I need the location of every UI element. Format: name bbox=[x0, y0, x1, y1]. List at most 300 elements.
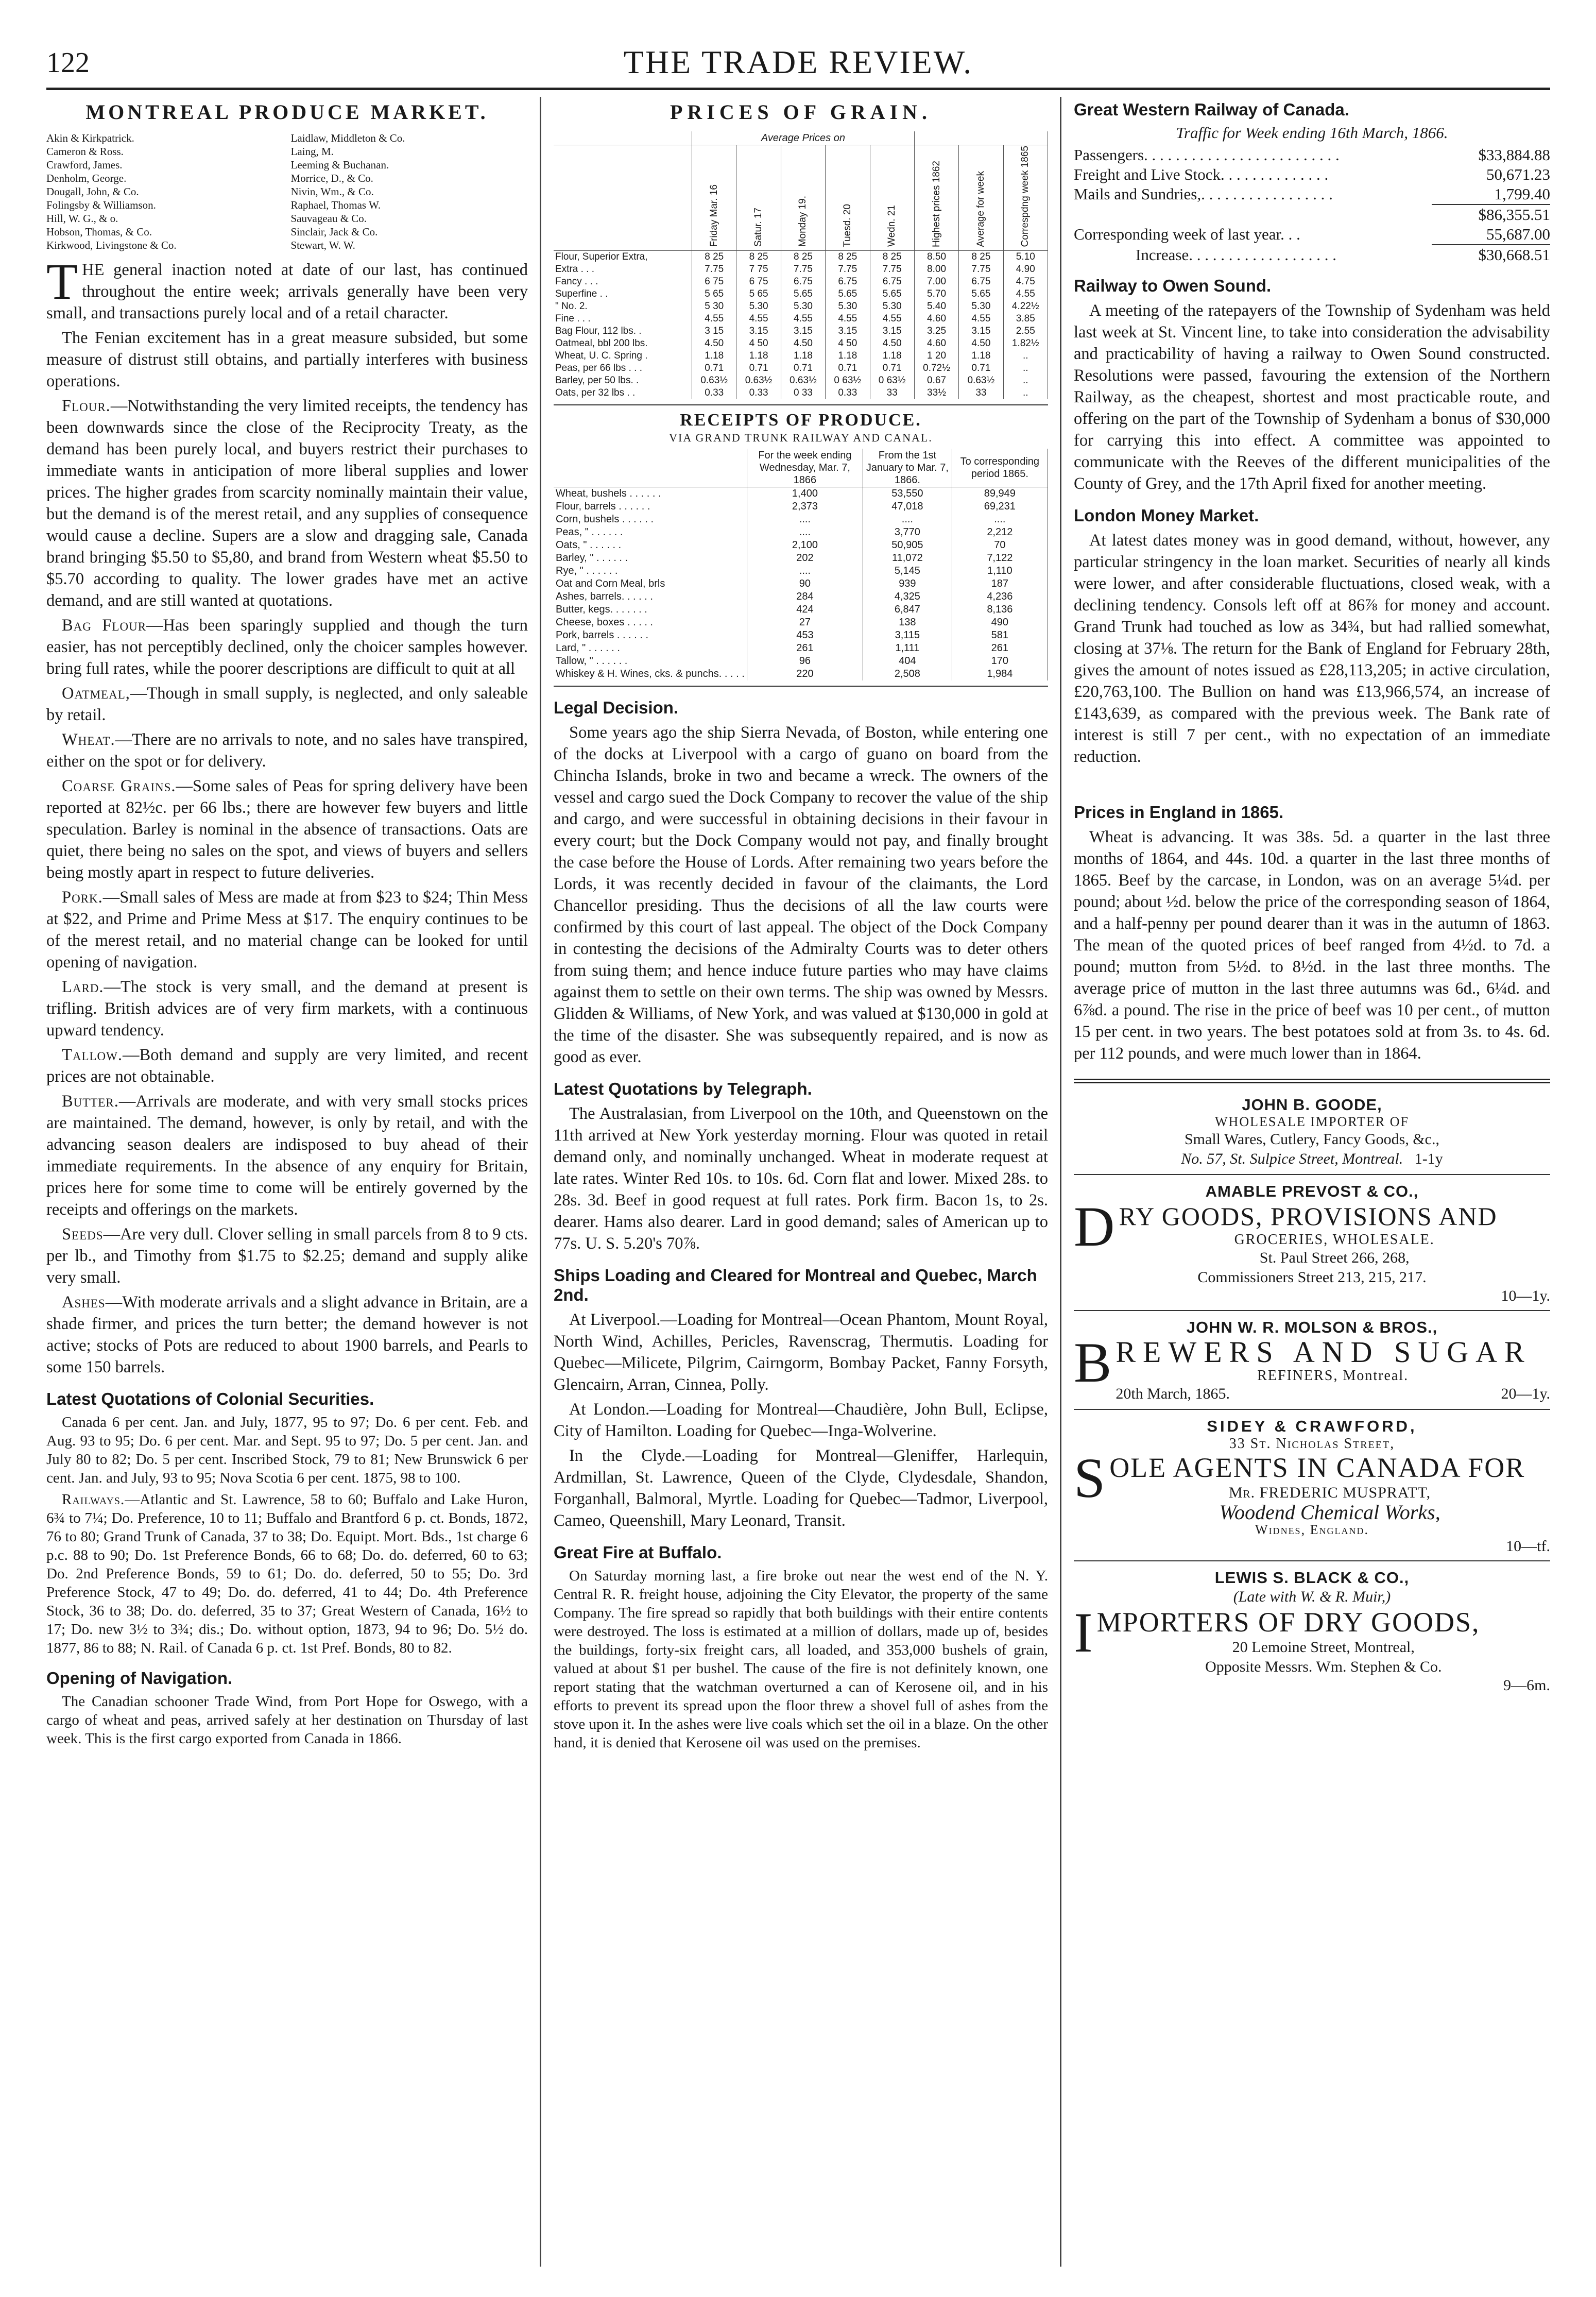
receipts-row bbox=[554, 539, 1048, 552]
grain-prices-table bbox=[554, 131, 1048, 399]
grain-price-cell: 7.75 bbox=[870, 263, 914, 276]
traffic-row: Passengers. . . . . . . . . . . . . . . . . . . . . . . . . $33,884.88 bbox=[1074, 146, 1550, 164]
receipts-value-cell: 7,122 bbox=[952, 552, 1048, 565]
ad-molson: JOHN W. R. MOLSON & BROS., BREWERS AND SUGAR REFINERS, Montreal. 20th March, 1865. 20—1y. bbox=[1074, 1310, 1550, 1409]
legal-decision-text: Some years ago the ship Sierra Nevada, of Boston, while entering one of the docks at Liverpool with a cargo of guano on board from the Chincha Islands, broke in two and became a wreck. The owners of the vessel and cargo sued the Dock Company to recover the value of the ship and cargo, and were successful in obtaining decisions in their favour in every court; but the Dock Company would not pay, and finally brought the case before the House of Lords. After remaining two years before the Lords, it was recently decided in favour of the claimants, the Lord Chancellor presiding. Thus the decisions of all the law courts were confirmed by this court of last appeal. The object of the Dock Company in contesting the decisions of the Admiralty Courts was to deter others from suing them; and hence induce future parties who may have claims against them to settle on their own terms. The ship was owned by Messrs. Glidden & Williams, of New York, and was valued at $130,000 in gold at the time of the disaster. She was subsequently repaired, and is now as good as ever. bbox=[554, 723, 1048, 1067]
grain-price-cell: 0.33 bbox=[692, 387, 736, 399]
grain-price-cell: 7.75 bbox=[959, 263, 1003, 276]
grain-price-cell: 1.18 bbox=[692, 350, 736, 362]
grain-row bbox=[554, 288, 1048, 300]
grain-price-cell: 5.65 bbox=[781, 288, 825, 300]
column-3 bbox=[1074, 97, 1550, 2267]
receipts-row-label: Flour, barrels . . . . . . bbox=[554, 500, 747, 513]
grain-price-cell: 8.50 bbox=[914, 251, 958, 264]
grain-price-cell: 4.55 bbox=[692, 313, 736, 325]
seeds-paragraph: Seeds—Are very dull. Clover selling in small parcels from 8 to 9 cts. per lb., and Timothy from $1.75 to $2.25; demand and supply alike very small. bbox=[46, 1225, 528, 1287]
grain-price-cell: 5.65 bbox=[870, 288, 914, 300]
ashes-label: Ashes bbox=[62, 1293, 106, 1312]
grain-price-cell: 4.55 bbox=[959, 313, 1003, 325]
receipts-value-cell: 11,072 bbox=[863, 552, 952, 565]
grain-price-cell: 3.15 bbox=[826, 325, 870, 337]
gwr-traffic bbox=[1074, 145, 1550, 265]
grain-price-cell: 1.18 bbox=[959, 350, 1003, 362]
page-number: 122 bbox=[46, 47, 90, 79]
grain-price-cell: 0.63½ bbox=[781, 375, 825, 387]
receipts-row bbox=[554, 603, 1048, 616]
receipts-column-header: To corresponding period 1865. bbox=[952, 449, 1048, 487]
tallow-label: Tallow. bbox=[62, 1046, 123, 1064]
fire-heading: Great Fire at Buffalo. bbox=[554, 1543, 722, 1562]
ad-prevost: AMABLE PREVOST & CO., DRY GOODS, PROVISIONS AND GROCERIES, WHOLESALE. St. Paul Street 266, 268, Commissioners Street 213, 215, 217. 10—1y. bbox=[1074, 1174, 1550, 1310]
grain-price-cell: 5.30 bbox=[736, 300, 781, 313]
grain-row-label: Extra . . . bbox=[554, 263, 692, 276]
firm-name: Laing, M. bbox=[290, 145, 334, 158]
receipts-value-cell: 5,145 bbox=[863, 565, 952, 577]
legal-decision-heading: Legal Decision. bbox=[554, 698, 679, 718]
grain-price-cell: 33½ bbox=[914, 387, 958, 399]
receipts-value-cell: .... bbox=[863, 513, 952, 526]
receipts-row-label: Oat and Corn Meal, brls bbox=[554, 577, 747, 590]
receipts-row bbox=[554, 668, 1048, 680]
grain-row bbox=[554, 337, 1048, 350]
firm-name: Crawford, James. bbox=[46, 159, 123, 171]
firm-name: Kirkwood, Livingstone & Co. bbox=[46, 239, 177, 251]
grain-price-cell: 4.90 bbox=[1003, 263, 1048, 276]
receipts-value-cell: 187 bbox=[952, 577, 1048, 590]
prices-england-text: Wheat is advancing. It was 38s. 5d. a quarter in the last three months of 1864, and 44s. 10d. a quarter in the last three months of 1865. Beef by the carcase, in London, was on an average 5¼d. per pound; about ½d. below the price of the corresponding season of 1864, and a half-penny per pound dearer than it was in the autumn of 1863. The mean of the quoted prices of beef ranged from 4½d. to 7d. a pound; mutton from 5½d. to 8½d. in the last three months. The average price of mutton in the last three autumns was 6d., 6¼d. and 6⅞d. a pound. The rise in the price of beef was 10 per cent., of mutton 15 per cent. in two years. The best potatoes sold at from 3s. to 4s. 6d. per 112 pounds, and were much lower than in 1864. bbox=[1074, 828, 1550, 1063]
prices-england-heading: Prices in England in 1865. bbox=[1074, 803, 1284, 822]
grain-column-header: Wedn. 21 bbox=[870, 145, 914, 251]
fire-text: On Saturday morning last, a fire broke out near the west end of the N. Y. Central R. R. freight house, adjoining the City Elevator, the property of the same Company. The fire spread so rapidly that both buildings with their entire contents were destroyed. The loss is estimated at a million of dollars, made up of, besides the buildings, forty-six freight cars, all loaded, and 353,000 bushels of grain, valued at about $1 per bushel. The cause of the fire is not definitely known, one report stating that the watchman overturned a can of Kerosene oil, and in his efforts to prevent its spread upon the floor threw a shovel full of ashes from the stove upon it. In the ashes were live coals which set the oil in a blaze. On the other hand, it is denied that Kerosene oil was used on the premises. bbox=[554, 1568, 1048, 1751]
oatmeal-label: Oatmeal, bbox=[62, 684, 130, 703]
grain-row-label: Fancy . . . bbox=[554, 276, 692, 288]
receipts-value-cell: 261 bbox=[952, 642, 1048, 655]
receipts-value-cell: .... bbox=[747, 565, 863, 577]
receipts-value-cell: 220 bbox=[747, 668, 863, 680]
wheat-label: Wheat. bbox=[62, 730, 115, 749]
receipts-value-cell: 50,905 bbox=[863, 539, 952, 552]
ships-london: At London.—Loading for Montreal—Chaudière, John Bull, Eclipse, City of Hamilton. Loading for Quebec—Inga-Wolverine. bbox=[554, 1400, 1048, 1441]
receipts-row bbox=[554, 513, 1048, 526]
receipts-row-label: Oats, " . . . . . . bbox=[554, 539, 747, 552]
grain-price-cell: 0.72½ bbox=[914, 362, 958, 375]
grain-price-cell: 4.55 bbox=[781, 313, 825, 325]
receipts-value-cell: 2,373 bbox=[747, 500, 863, 513]
grain-row bbox=[554, 251, 1048, 264]
receipts-value-cell: 53,550 bbox=[863, 487, 952, 501]
receipts-value-cell: .... bbox=[747, 526, 863, 539]
grain-price-cell: 0.67 bbox=[914, 375, 958, 387]
grain-row bbox=[554, 375, 1048, 387]
receipts-value-cell: 1,984 bbox=[952, 668, 1048, 680]
receipts-table bbox=[554, 449, 1048, 680]
average-prices-label: Average Prices on bbox=[692, 131, 915, 145]
receipts-value-cell: 581 bbox=[952, 629, 1048, 642]
receipts-row bbox=[554, 616, 1048, 629]
drop-cap: T bbox=[46, 253, 78, 310]
lard-paragraph: Lard.—The stock is very small, and the demand at present is trifling. British advices are of very firm markets, with a continuous upward tendency. bbox=[46, 978, 528, 1040]
receipts-column-header: From the 1st January to Mar. 7, 1866. bbox=[863, 449, 952, 487]
receipts-row-label: Pork, barrels . . . . . . bbox=[554, 629, 747, 642]
firm-name: Nivin, Wm., & Co. bbox=[290, 185, 374, 198]
receipts-row bbox=[554, 565, 1048, 577]
grain-column-header: Highest prices 1862 bbox=[914, 145, 958, 251]
pork-label: Pork. bbox=[62, 888, 103, 907]
grain-price-cell: .. bbox=[1003, 387, 1048, 399]
grain-price-cell: 0.63½ bbox=[959, 375, 1003, 387]
receipts-value-cell: 6,847 bbox=[863, 603, 952, 616]
bag-flour-paragraph: Bag Flour—Has been sparingly supplied and though the turn easier, has not perceptibly declined, only the choicer samples however. bring full rates, while the poorer descriptions are difficult to quit at all bbox=[46, 616, 528, 678]
receipts-subheading: VIA GRAND TRUNK RAILWAY AND CANAL. bbox=[669, 431, 933, 445]
receipts-value-cell: 284 bbox=[747, 590, 863, 603]
gwr-subheading: Traffic for Week ending 16th March, 1866. bbox=[1176, 124, 1448, 142]
grain-price-cell: 0.71 bbox=[826, 362, 870, 375]
grain-price-cell: 7.75 bbox=[781, 263, 825, 276]
grain-price-cell: 6 75 bbox=[692, 276, 736, 288]
colonial-securities-heading: Latest Quotations of Colonial Securities. bbox=[46, 1389, 374, 1408]
traffic-total: $86,355.51 bbox=[1478, 206, 1550, 224]
receipts-value-cell: 47,018 bbox=[863, 500, 952, 513]
grain-price-cell: 6.75 bbox=[870, 276, 914, 288]
grain-prices-heading: PRICES OF GRAIN. bbox=[670, 100, 932, 124]
owen-sound-text: A meeting of the ratepayers of the Township of Sydenham was held last week at St. Vincent line, to take into consideration the advisability and practicability of having a railway to Owen Sound constructed. Resolutions were passed, favouring the extension of the Northern Railway, as the cheapest, shortest and most practicable route, and offering on the part of the Township of Sydenham a bonus of $30,000 for carrying this into effect. A committee was appointed to communicate with the Reeves of the different municipalities of the County of Grey, and the 17th April fixed for another meeting. bbox=[1074, 301, 1550, 493]
grain-price-cell: 5 30 bbox=[692, 300, 736, 313]
traffic-row: Mails and Sundries,. . . . . . . . . . . . . . . . . 1,799.40 bbox=[1074, 185, 1550, 203]
receipts-value-cell: 69,231 bbox=[952, 500, 1048, 513]
firm-name: Hobson, Thomas, & Co. bbox=[46, 226, 152, 238]
grain-price-cell: 4.60 bbox=[914, 313, 958, 325]
receipts-row-label: Wheat, bushels . . . . . . bbox=[554, 487, 747, 501]
grain-price-cell: 0 63½ bbox=[826, 375, 870, 387]
grain-price-cell: 5.40 bbox=[914, 300, 958, 313]
london-money-text: At latest dates money was in good demand, without, however, any particular stringency in the loan market. Securities of nearly all kinds were lower, and after considerable fluctuations, closed weak, with a declining tendency. Consols left off at 86⅞ for money and account. Grand Trunk had touched as low as 34¾, but had rallied somewhat, closing at 37⅛. The return for the Bank of England for February 28th, gives the amount of notes issued as £28,113,205; in active circulation, £20,763,100. The Bullion on hand was £13,966,574, an increase of £143,639, as compared with the previous week. The Bank rate of interest is still 7 per cent., with no expectation of an immediate reduction. bbox=[1074, 531, 1550, 766]
grain-price-cell: 4.50 bbox=[692, 337, 736, 350]
grain-price-cell: 4.55 bbox=[870, 313, 914, 325]
receipts-value-cell: 90 bbox=[747, 577, 863, 590]
traffic-row: Freight and Live Stock. . . . . . . . . . . . . . 50,671.23 bbox=[1074, 165, 1550, 183]
grain-price-cell: 6 75 bbox=[736, 276, 781, 288]
tallow-paragraph: Tallow.—Both demand and supply are very limited, and recent prices are not obtainable. bbox=[46, 1046, 528, 1086]
firm-name: Dougall, John, & Co. bbox=[46, 185, 139, 198]
receipts-row bbox=[554, 629, 1048, 642]
receipts-value-cell: 138 bbox=[863, 616, 952, 629]
column-1 bbox=[46, 97, 528, 2267]
receipts-row bbox=[554, 487, 1048, 501]
grain-price-cell: 8 25 bbox=[692, 251, 736, 264]
grain-price-cell: 7.00 bbox=[914, 276, 958, 288]
grain-price-cell: 6.75 bbox=[781, 276, 825, 288]
grain-price-cell: 1.82½ bbox=[1003, 337, 1048, 350]
receipts-row-label: Barley, " . . . . . . bbox=[554, 552, 747, 565]
grain-price-cell: 5.30 bbox=[870, 300, 914, 313]
colonial-securities-text: Canada 6 per cent. Jan. and July, 1877, 95 to 97; Do. 6 per cent. Feb. and Aug. 93 to 95; Do. 6 per cent. Mar. and Sept. 95 to 97; Do. 5 per cent. Jan. and July 80 to 82; Do. 5 per cent. Inscribed Stock, 79 to 81; New Brunswick 6 per cent. Jan. and July, 93 to 95; Nova Scotia 6 per cent. 1875, 98 to 100. bbox=[46, 1414, 528, 1486]
receipts-row bbox=[554, 500, 1048, 513]
receipts-row bbox=[554, 642, 1048, 655]
grain-price-cell: 5.30 bbox=[826, 300, 870, 313]
receipts-value-cell: 3,770 bbox=[863, 526, 952, 539]
grain-row-label: Wheat, U. C. Spring . bbox=[554, 350, 692, 362]
produce-market-heading: MONTREAL PRODUCE MARKET. bbox=[85, 100, 489, 124]
grain-price-cell: 4.50 bbox=[959, 337, 1003, 350]
navigation-heading: Opening of Navigation. bbox=[46, 1669, 233, 1688]
receipts-value-cell: 89,949 bbox=[952, 487, 1048, 501]
column-2 bbox=[554, 97, 1048, 2267]
receipts-value-cell: .... bbox=[747, 513, 863, 526]
ad-goode: JOHN B. GOODE, WHOLESALE IMPORTER OF Small Wares, Cutlery, Fancy Goods, &c., No. 57, St. Sulpice Street, Montreal. 1-1y bbox=[1181, 1096, 1443, 1167]
receipts-row-label: Cheese, boxes . . . . . bbox=[554, 616, 747, 629]
traffic-increase: Increase. . . . . . . . . . . . . . . . . . . $30,668.51 bbox=[1136, 246, 1550, 264]
page-header bbox=[46, 36, 1550, 90]
grain-price-cell: 5.65 bbox=[826, 288, 870, 300]
receipts-value-cell: 27 bbox=[747, 616, 863, 629]
grain-price-cell: 5.65 bbox=[959, 288, 1003, 300]
receipts-value-cell: 2,100 bbox=[747, 539, 863, 552]
receipts-value-cell: 453 bbox=[747, 629, 863, 642]
receipts-value-cell: 3,115 bbox=[863, 629, 952, 642]
grain-price-cell: 6.75 bbox=[959, 276, 1003, 288]
receipts-row-label: Rye, " . . . . . . bbox=[554, 565, 747, 577]
grain-price-cell: 3.15 bbox=[781, 325, 825, 337]
firm-name: Leeming & Buchanan. bbox=[290, 159, 389, 171]
receipts-value-cell: 261 bbox=[747, 642, 863, 655]
grain-price-cell: 1 20 bbox=[914, 350, 958, 362]
grain-price-cell: 3.25 bbox=[914, 325, 958, 337]
grain-row-label: Oatmeal, bbl 200 lbs. bbox=[554, 337, 692, 350]
grain-price-cell: 1.18 bbox=[736, 350, 781, 362]
ad-sidey: SIDEY & CRAWFORD, 33 St. Nicholas Street, SOLE AGENTS IN CANADA FOR Mr. FREDERIC MUSPRATT, Woodend Chemical Works, Widnes, England. 10—tf. bbox=[1074, 1409, 1550, 1560]
receipts-row bbox=[554, 552, 1048, 565]
grain-column-header: Satur. 17 bbox=[736, 145, 781, 251]
grain-price-cell: 0.33 bbox=[826, 387, 870, 399]
receipts-value-cell: 96 bbox=[747, 655, 863, 668]
grain-price-cell: 3 15 bbox=[692, 325, 736, 337]
receipts-value-cell: 1,111 bbox=[863, 642, 952, 655]
grain-price-cell: 4 50 bbox=[826, 337, 870, 350]
lard-label: Lard. bbox=[62, 978, 104, 996]
grain-row bbox=[554, 313, 1048, 325]
grain-price-cell: 1.18 bbox=[870, 350, 914, 362]
grain-price-cell: 5 65 bbox=[736, 288, 781, 300]
receipts-value-cell: 170 bbox=[952, 655, 1048, 668]
receipts-row-label: Peas, " . . . . . . bbox=[554, 526, 747, 539]
grain-price-cell: 8 25 bbox=[826, 251, 870, 264]
grain-price-cell: 4.50 bbox=[781, 337, 825, 350]
grain-price-cell: .. bbox=[1003, 375, 1048, 387]
grain-price-cell: 8 25 bbox=[736, 251, 781, 264]
receipts-value-cell: 4,236 bbox=[952, 590, 1048, 603]
grain-price-cell: 3.15 bbox=[870, 325, 914, 337]
grain-price-cell: 1.18 bbox=[781, 350, 825, 362]
firm-name: Folingsby & Williamson. bbox=[46, 199, 156, 211]
grain-price-cell: .. bbox=[1003, 362, 1048, 375]
firm-name: Sinclair, Jack & Co. bbox=[290, 226, 378, 238]
firm-name: Laidlaw, Middleton & Co. bbox=[290, 132, 405, 144]
grain-price-cell: 5.30 bbox=[781, 300, 825, 313]
grain-row bbox=[554, 325, 1048, 337]
telegraph-text: The Australasian, from Liverpool on the 10th, and Queenstown on the 11th arrived at New York yesterday morning. Flour was quoted in retail demand only, and nominally unchanged. Wheat in moderate request at late rates. Winter Red 10s. to 10s. 6d. Corn flat and lower. Mixed 28s. to 28s. 3d. Beef in good request at full rates. Pork firm. Bacon 1s, to 2s. dearer. Hams also dearer. Lard in good demand; sales of American up to 77s. U. S. 5.20's 70⅞. bbox=[554, 1104, 1048, 1253]
grain-price-cell: 2.55 bbox=[1003, 325, 1048, 337]
receipts-value-cell: 1,110 bbox=[952, 565, 1048, 577]
grain-row-label: " No. 2. bbox=[554, 300, 692, 313]
grain-price-cell: 8.00 bbox=[914, 263, 958, 276]
traffic-corresponding: Corresponding week of last year. . . 55,687.00 bbox=[1074, 225, 1550, 243]
oatmeal-paragraph: Oatmeal,—Though in small supply, is neglected, and only saleable by retail. bbox=[46, 684, 528, 724]
firm-name: Akin & Kirkpatrick. bbox=[46, 132, 134, 144]
grain-column-header: Friday Mar. 16 bbox=[692, 145, 736, 251]
receipts-value-cell: 4,325 bbox=[863, 590, 952, 603]
grain-row-label: Fine . . . bbox=[554, 313, 692, 325]
grain-row bbox=[554, 300, 1048, 313]
firm-name: Denholm, George. bbox=[46, 172, 127, 184]
grain-price-cell: 4.55 bbox=[826, 313, 870, 325]
seeds-label: Seeds bbox=[62, 1225, 104, 1244]
page-title: THE TRADE REVIEW. bbox=[623, 44, 973, 80]
receipts-row-label: Corn, bushels . . . . . . bbox=[554, 513, 747, 526]
grain-price-cell: 4 50 bbox=[736, 337, 781, 350]
grain-price-cell: 0 63½ bbox=[870, 375, 914, 387]
wheat-paragraph: Wheat.—There are no arrivals to note, and no sales have transpired, either on the spot or for delivery. bbox=[46, 730, 528, 771]
grain-row-label: Peas, per 66 lbs . . . bbox=[554, 362, 692, 375]
fenian-paragraph: The Fenian excitement has in a great measure subsided, but some measure of distrust still obtains, and partially interferes with business operations. bbox=[46, 329, 528, 390]
newspaper-page bbox=[46, 36, 1550, 2267]
receipts-value-cell: .... bbox=[952, 513, 1048, 526]
receipts-value-cell: 424 bbox=[747, 603, 863, 616]
grain-price-cell: 7.75 bbox=[826, 263, 870, 276]
grain-column-header: Average for week bbox=[959, 145, 1003, 251]
ships-liverpool: At Liverpool.—Loading for Montreal—Ocean Phantom, Mount Royal, North Wind, Achilles, Pericles, Ravenscrag, Thermutis. Loading for Quebec—Milicete, Pilgrim, Cairngorm, Bombay Packet, Fanny Forsyth, Glencairn, Arran, Cinnea, Polly. bbox=[554, 1311, 1048, 1394]
gwr-heading: Great Western Railway of Canada. bbox=[1074, 100, 1349, 119]
grain-price-cell: 0.71 bbox=[736, 362, 781, 375]
receipts-row-label: Lard, " . . . . . . bbox=[554, 642, 747, 655]
grain-price-cell: 7 75 bbox=[736, 263, 781, 276]
grain-column-header: Tuesd. 20 bbox=[826, 145, 870, 251]
grain-price-cell: 4.55 bbox=[736, 313, 781, 325]
grain-price-cell: 5.70 bbox=[914, 288, 958, 300]
receipts-value-cell: 70 bbox=[952, 539, 1048, 552]
grain-price-cell: 4.55 bbox=[1003, 288, 1048, 300]
grain-price-cell: 1.18 bbox=[826, 350, 870, 362]
grain-price-cell: 7.75 bbox=[692, 263, 736, 276]
receipts-value-cell: 490 bbox=[952, 616, 1048, 629]
bag-flour-label: Bag Flour bbox=[62, 616, 147, 635]
coarse-grains-paragraph: Coarse Grains.—Some sales of Peas for spring delivery have been reported at 82½c. per 66 lbs.; there are however few buyers and little speculation. Barley is nominal in the absence of transactions. Oats are quiet, there being no sales on the spot, and views of buyers and sellers being mostly apart in respect to future deliveries. bbox=[46, 777, 528, 882]
grain-row-label: Oats, per 32 lbs . . bbox=[554, 387, 692, 399]
receipts-value-cell: 202 bbox=[747, 552, 863, 565]
receipts-value-cell: 1,400 bbox=[747, 487, 863, 501]
owen-sound-heading: Railway to Owen Sound. bbox=[1074, 276, 1272, 295]
receipts-row-label: Ashes, barrels. . . . . . bbox=[554, 590, 747, 603]
receipts-value-cell: 404 bbox=[863, 655, 952, 668]
grain-price-cell: 4.60 bbox=[914, 337, 958, 350]
grain-row bbox=[554, 387, 1048, 399]
receipts-value-cell: 8,136 bbox=[952, 603, 1048, 616]
butter-label: Butter. bbox=[62, 1092, 119, 1111]
grain-column-header: Correspdng week 1865 bbox=[1003, 145, 1048, 251]
firm-name: Stewart, W. W. bbox=[290, 239, 355, 251]
pork-paragraph: Pork.—Small sales of Mess are made at from $23 to $24; Thin Mess at $22, and Prime and Prime Mess at $17. The enquiry continues to be of the merest retail, and no material change can be looked for until opening of navigation. bbox=[46, 888, 528, 972]
firm-name: Morrice, D., & Co. bbox=[290, 172, 373, 184]
butter-paragraph: Butter.—Arrivals are moderate, and with very small stocks prices are maintained. The demand, however, is only by retail, and with the advancing season dealers are indisposed to buy ahead of their immediate requirements. In the absence of any enquiry for Britain, prices here for some time to come will be entirely governed by the receipts and offerings on the markets. bbox=[46, 1092, 528, 1219]
firm-name: Raphael, Thomas W. bbox=[290, 199, 381, 211]
receipts-row bbox=[554, 590, 1048, 603]
coarse-grains-label: Coarse Grains. bbox=[62, 777, 176, 795]
firm-name: Cameron & Ross. bbox=[46, 145, 124, 158]
grain-price-cell: 3.15 bbox=[736, 325, 781, 337]
receipts-column-header: For the week ending Wednesday, Mar. 7, 1866 bbox=[747, 449, 863, 487]
grain-price-cell: 4.22½ bbox=[1003, 300, 1048, 313]
london-money-heading: London Money Market. bbox=[1074, 506, 1259, 525]
flour-label: Flour. bbox=[62, 397, 111, 415]
receipts-row-label: Whiskey & H. Wines, cks. & punchs. . . . . bbox=[554, 668, 747, 680]
telegraph-heading: Latest Quotations by Telegraph. bbox=[554, 1079, 812, 1099]
grain-price-cell: 4.50 bbox=[870, 337, 914, 350]
ashes-paragraph: Ashes—With moderate arrivals and a slight advance in Britain, are a shade firmer, and prices the turn better; the demand however is not active; stocks of Pots are reduced to about 1900 barrels, and Pearls to some 150 barrels. bbox=[46, 1293, 528, 1376]
railways-label: Railways. bbox=[62, 1491, 125, 1508]
firm-list bbox=[46, 131, 528, 252]
firm-name: Sauvageau & Co. bbox=[290, 212, 367, 225]
grain-price-cell: 0.33 bbox=[736, 387, 781, 399]
receipts-value-cell: 939 bbox=[863, 577, 952, 590]
receipts-heading: RECEIPTS OF PRODUCE. bbox=[680, 411, 922, 430]
grain-price-cell: 5 65 bbox=[692, 288, 736, 300]
railways-paragraph: Railways.—Atlantic and St. Lawrence, 58 to 60; Buffalo and Lake Huron, 6¾ to 7¼; Do. Preference, 10 to 11; Buffalo and Brantford 6 p. ct. Bonds, 1872, 76 to 80; Grand Trunk of Canada, 37 to 38; Do. Equipt. Mort. Bds., 1st charge 6 p.c. 88 to 90; Do. 1st Preference Bonds, 66 to 68; Do. do. deferred, 60 to 63; Do. 2nd Preference Bonds, 59 to 61; Do. do. deferred, 50 to 55; Do. 3rd Preference Stock, 47 to 49; Do. do. deferred, 41 to 44; Do. 4th Preference Stock, 36 to 38; Do. do. deferred, 35 to 37; Great Western of Canada, 16½ to 17; Do. new 3½ to 3¾; dis.; Do. without option, 1873, 94 to 96; Do. 5½ do. 1877, 86 to 88; N. Rail. of Canada 6 p. ct. 1st Pref. Bonds, 80 to 82. bbox=[46, 1491, 528, 1656]
grain-price-cell: 3.15 bbox=[959, 325, 1003, 337]
grain-row-label: Barley, per 50 lbs. . bbox=[554, 375, 692, 387]
grain-price-cell: 0.63½ bbox=[736, 375, 781, 387]
grain-price-cell: 4.75 bbox=[1003, 276, 1048, 288]
ships-clyde: In the Clyde.—Loading for Montreal—Gleniffer, Harlequin, Ardmillan, St. Lawrence, Queen of the Clyde, Clydesdale, Shandon, Forganhall, Balmoral, Myrtle. Loading for Quebec—Tadmor, Liverpool, Cameo, Queenshill, Mary Leonard, Transit. bbox=[554, 1447, 1048, 1530]
grain-price-cell: 8 25 bbox=[781, 251, 825, 264]
grain-row-label: Bag Flour, 112 lbs. . bbox=[554, 325, 692, 337]
grain-price-cell: 5.10 bbox=[1003, 251, 1048, 264]
grain-row-label: Superfine . . bbox=[554, 288, 692, 300]
receipts-row-label: Tallow, " . . . . . . bbox=[554, 655, 747, 668]
grain-price-cell: 5.30 bbox=[959, 300, 1003, 313]
grain-price-cell: 3.85 bbox=[1003, 313, 1048, 325]
receipts-value-cell: 2,212 bbox=[952, 526, 1048, 539]
grain-price-cell: 0.71 bbox=[692, 362, 736, 375]
grain-row bbox=[554, 276, 1048, 288]
receipts-row bbox=[554, 577, 1048, 590]
grain-price-cell: 33 bbox=[870, 387, 914, 399]
flour-paragraph: Flour.—Notwithstanding the very limited receipts, the tendency has been downwards since the close of the Reciprocity Treaty, as the demand has been purely local, and buyers restrict their purchases to immediate wants in anticipation of more liberal supplies and lower prices. The higher grades from scarcity nominally maintain their value, but the demand is of the merest retail, and any supplies of consequence would cause a decline. Supers are a slow and dragging sale, Canada brand bringing $5.50 to $5,80, and brand from Western wheat $5.50 to $5.70 according to quality. The lower grades have met an active demand, and are still wanted at quotations. bbox=[46, 397, 528, 610]
grain-price-cell: 0.71 bbox=[959, 362, 1003, 375]
grain-price-cell: 33 bbox=[959, 387, 1003, 399]
ships-heading: Ships Loading and Cleared for Montreal and Quebec, March 2nd. bbox=[554, 1266, 1037, 1305]
grain-price-cell: 6.75 bbox=[826, 276, 870, 288]
receipts-row bbox=[554, 655, 1048, 668]
grain-price-cell: 0.63½ bbox=[692, 375, 736, 387]
firm-name: Hill, W. G., & o. bbox=[46, 212, 118, 225]
grain-price-cell: 8 25 bbox=[870, 251, 914, 264]
receipts-row bbox=[554, 526, 1048, 539]
grain-price-cell: 0 33 bbox=[781, 387, 825, 399]
grain-price-cell: 0.71 bbox=[781, 362, 825, 375]
grain-price-cell: 0.71 bbox=[870, 362, 914, 375]
intro-paragraph: THE general inaction noted at date of our last, has continued throughout the entire week; arrivals generally have been very small, and transactions purely local and of a retail character. bbox=[46, 253, 528, 322]
grain-row bbox=[554, 350, 1048, 362]
grain-row bbox=[554, 362, 1048, 375]
grain-column-header: Monday 19. bbox=[781, 145, 825, 251]
grain-price-cell: 8 25 bbox=[959, 251, 1003, 264]
receipts-row-label: Butter, kegs. . . . . . . bbox=[554, 603, 747, 616]
grain-row-label: Flour, Superior Extra, bbox=[554, 251, 692, 264]
grain-row bbox=[554, 263, 1048, 276]
ad-black: LEWIS S. BLACK & CO., (Late with W. & R. Muir,) IMPORTERS OF DRY GOODS, 20 Lemoine Street, Montreal, Opposite Messrs. Wm. Stephen & Co. 9—6m. bbox=[1074, 1560, 1550, 1699]
navigation-text: The Canadian schooner Trade Wind, from Port Hope for Oswego, with a cargo of wheat and peas, arrived safely at her destination on Thursday of last week. This is the first cargo exported from Canada in 1866. bbox=[46, 1693, 528, 1747]
receipts-value-cell: 2,508 bbox=[863, 668, 952, 680]
grain-price-cell: .. bbox=[1003, 350, 1048, 362]
